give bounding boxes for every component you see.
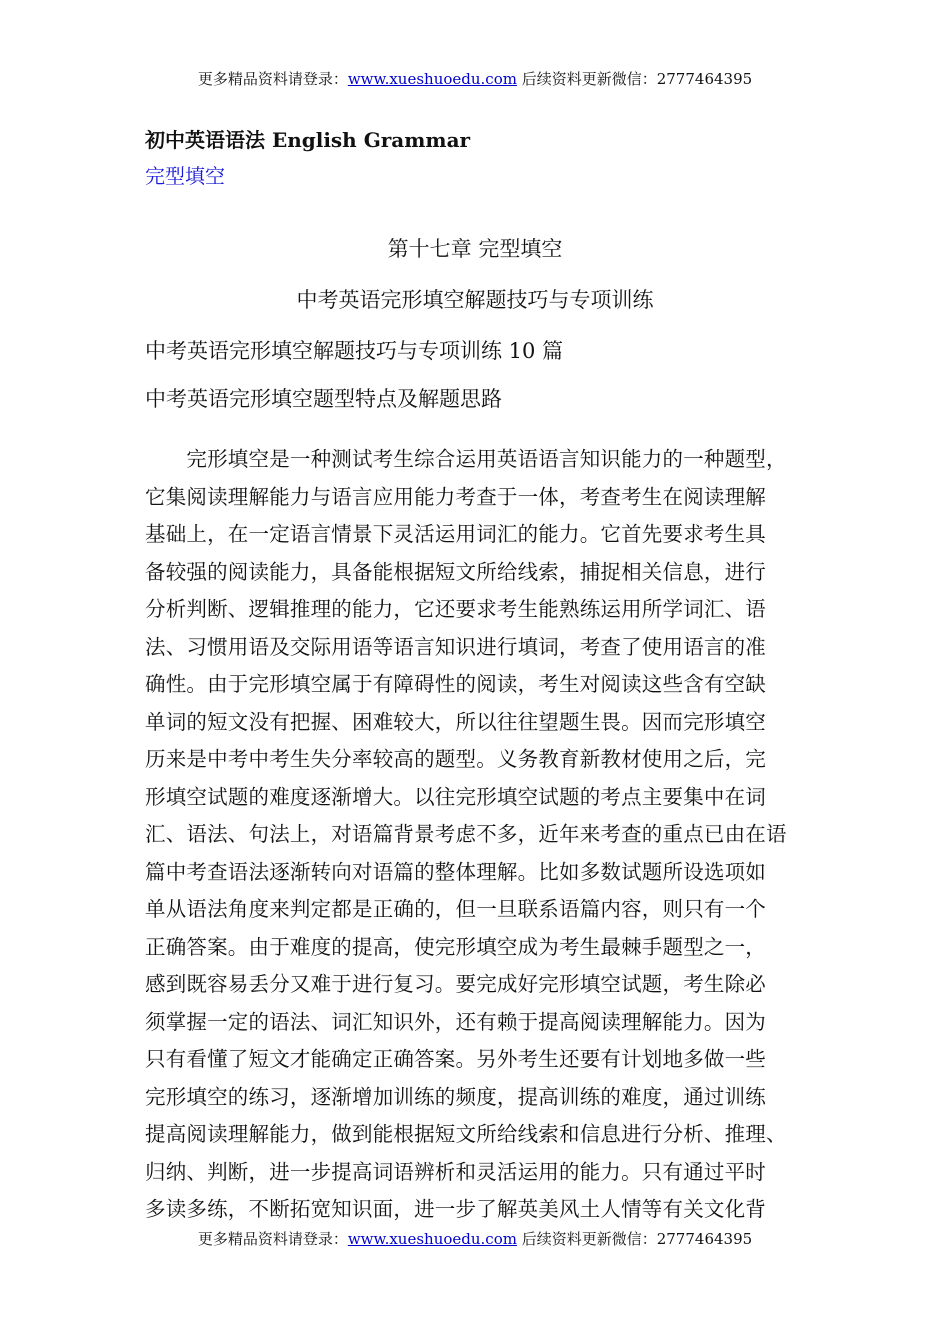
section-heading-features: 中考英语完形填空题型特点及解题思路 bbox=[145, 387, 502, 411]
body-line: 分析判断、逻辑推理的能力，它还要求考生能熟练运用所学词汇、语 bbox=[145, 597, 766, 621]
body-line: 备较强的阅读能力，具备能根据短文所给线索，捕捉相关信息，进行 bbox=[145, 559, 766, 584]
chapter-subtitle: 中考英语完形填空解题技巧与专项训练 bbox=[296, 288, 654, 312]
body-line: 形填空试题的难度逐渐增大。以往完形填空试题的考点主要集中在词 bbox=[145, 784, 766, 809]
footer-suffix: 后续资料更新微信：2777464395 bbox=[516, 1230, 753, 1248]
body-line: 只有看懂了短文才能确定正确答案。另外考生还要有计划地多做一些 bbox=[145, 1047, 766, 1071]
body-line: 完形填空是一种测试考生综合运用英语语言知识能力的一种题型， bbox=[145, 447, 787, 471]
body-line: 正确答案。由于难度的提高，使完形填空成为考生最棘手题型之一， bbox=[145, 934, 766, 959]
section-heading-training: 中考英语完形填空解题技巧与专项训练 10 篇 bbox=[145, 339, 564, 363]
body-line: 须掌握一定的语法、词汇知识外，还有赖于提高阅读理解能力。因为 bbox=[145, 1009, 766, 1034]
body-paragraph bbox=[145, 441, 825, 1229]
footer-website-link[interactable]: www.xueshuoedu.com bbox=[347, 1230, 517, 1248]
body-line: 单从语法角度来判定都是正确的，但一旦联系语篇内容，则只有一个 bbox=[145, 897, 766, 921]
document-title: 初中英语语法 English Grammar bbox=[145, 128, 471, 152]
body-line: 篇中考查语法逐渐转向对语篇的整体理解。比如多数试题所设选项如 bbox=[145, 859, 766, 884]
header-suffix: 后续资料更新微信：2777464395 bbox=[516, 70, 753, 88]
body-line: 多读多练，不断拓宽知识面，进一步了解英美风土人情等有关文化背 bbox=[145, 1197, 766, 1221]
chapter-heading: 第十七章 完型填空 bbox=[387, 237, 563, 261]
header-prefix: 更多精品资料请登录： bbox=[197, 70, 348, 88]
page-footer bbox=[0, 1228, 950, 1249]
topic-link[interactable]: 完型填空 bbox=[145, 164, 225, 188]
body-line: 感到既容易丢分又难于进行复习。要完成好完形填空试题，考生除必 bbox=[145, 972, 766, 996]
body-line: 确性。由于完形填空属于有障碍性的阅读，考生对阅读这些含有空缺 bbox=[145, 672, 766, 696]
body-line: 提高阅读理解能力，做到能根据短文所给线索和信息进行分析、推理、 bbox=[145, 1122, 787, 1146]
body-line: 基础上，在一定语言情景下灵活运用词汇的能力。它首先要求考生具 bbox=[145, 522, 766, 546]
body-line: 它集阅读理解能力与语言应用能力考查于一体，考查考生在阅读理解 bbox=[145, 484, 766, 509]
body-line: 法、习惯用语及交际用语等语言知识进行填词，考查了使用语言的准 bbox=[145, 634, 766, 659]
body-line: 汇、语法、句法上，对语篇背景考虑不多，近年来考查的重点已由在语 bbox=[145, 822, 787, 846]
header-website-link[interactable]: www.xueshuoedu.com bbox=[347, 70, 517, 88]
body-line: 单词的短文没有把握、困难较大，所以往往望题生畏。因而完形填空 bbox=[145, 709, 766, 734]
footer-prefix: 更多精品资料请登录： bbox=[197, 1230, 348, 1248]
page-header bbox=[0, 68, 950, 89]
body-line: 完形填空的练习，逐渐增加训练的频度，提高训练的难度，通过训练 bbox=[145, 1084, 766, 1109]
body-line: 归纳、判断，进一步提高词语辨析和灵活运用的能力。只有通过平时 bbox=[145, 1159, 766, 1184]
body-line: 历来是中考中考生失分率较高的题型。义务教育新教材使用之后，完 bbox=[145, 747, 766, 771]
